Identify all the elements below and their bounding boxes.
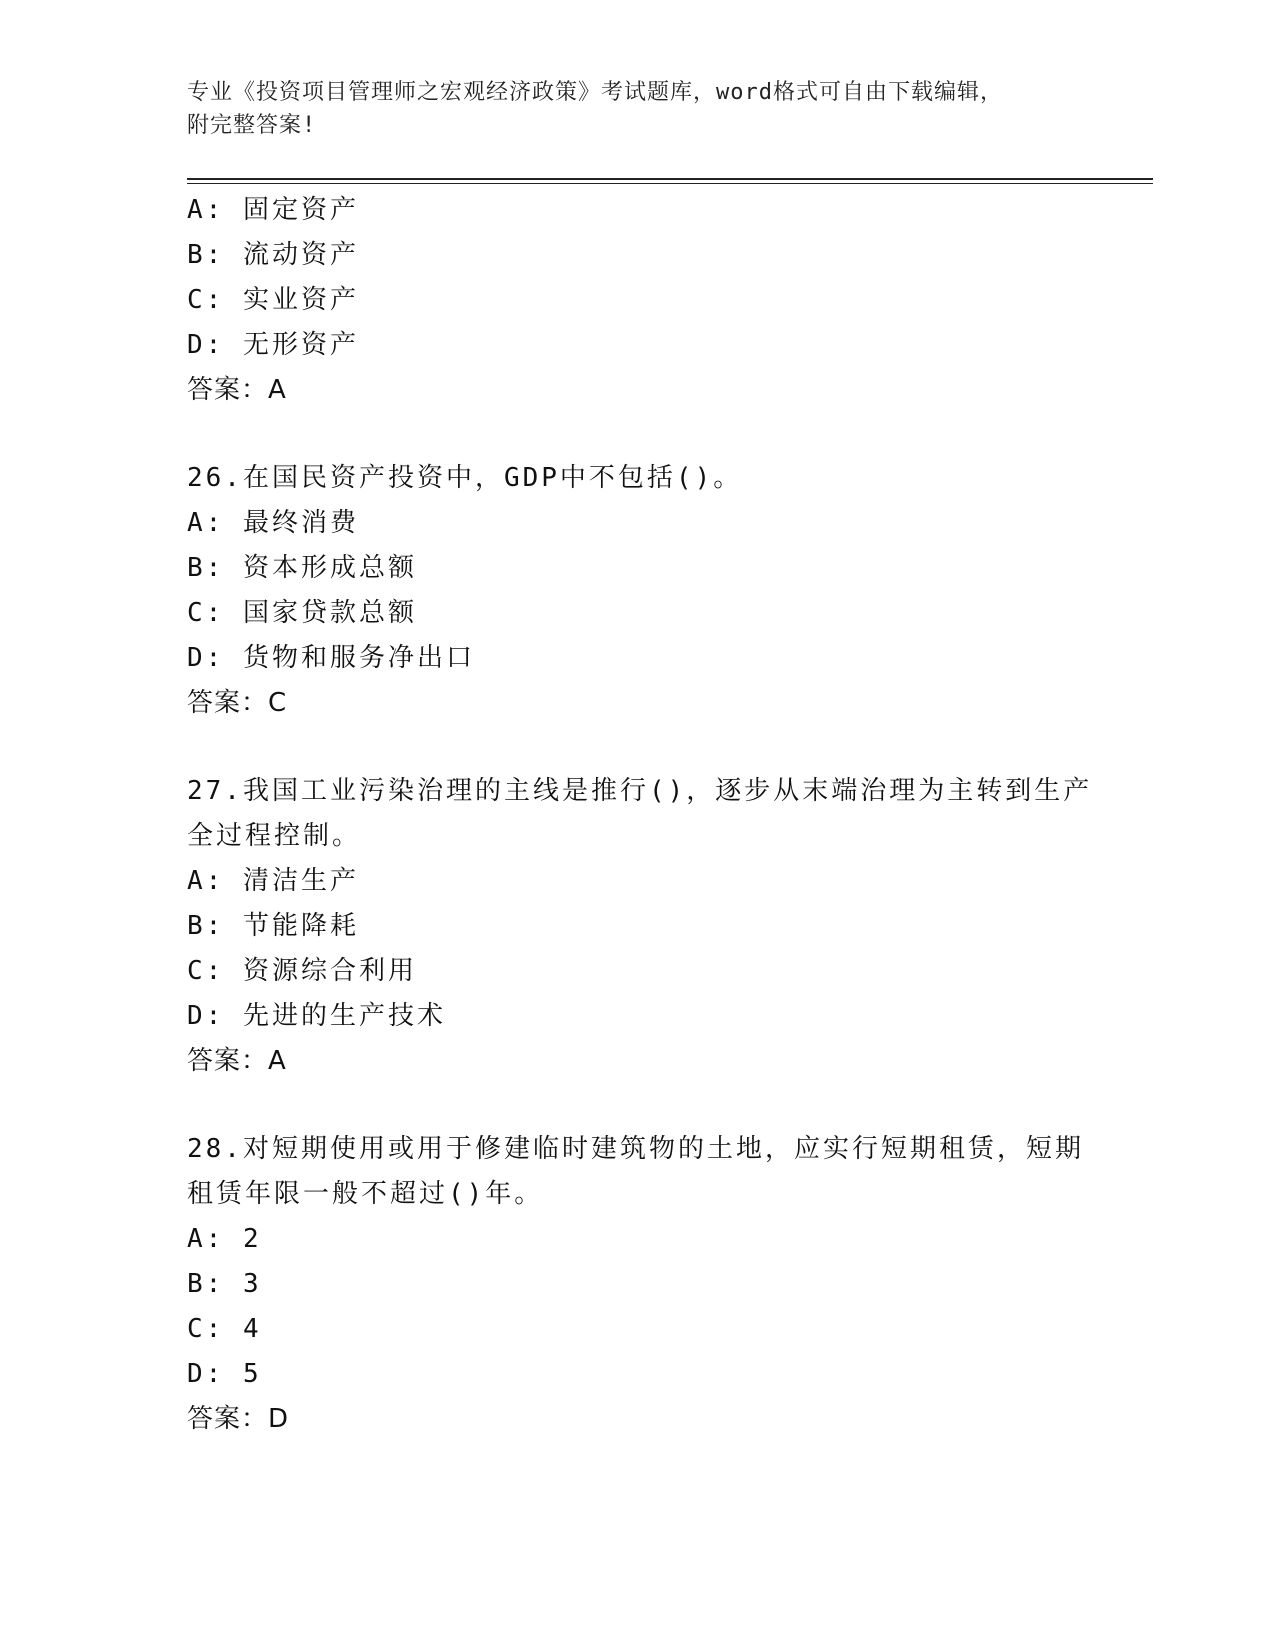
header-divider-thin [187, 183, 1153, 184]
q25-option-c: C: 实业资产 [187, 285, 359, 315]
q26-answer: 答案：C [187, 688, 288, 718]
q25-answer: 答案：A [187, 375, 287, 405]
q28-answer: 答案：D [187, 1404, 290, 1434]
q27-stem-line-2: 全过程控制。 [187, 821, 362, 851]
q26-option-d: D: 货物和服务净出口 [187, 643, 475, 673]
q25-option-b: B: 流动资产 [187, 240, 359, 270]
document-header [187, 76, 1067, 142]
q27-option-c: C: 资源综合利用 [187, 956, 417, 986]
q28-option-a: A: 2 [187, 1224, 262, 1254]
header-line-2: 附完整答案! [187, 113, 317, 138]
q27-option-d: D: 先进的生产技术 [187, 1001, 446, 1031]
header-divider-thick [187, 178, 1153, 180]
q28-stem-line-2: 租赁年限一般不超过()年。 [187, 1179, 544, 1209]
q25-option-a: A: 固定资产 [187, 195, 359, 225]
q26-option-b: B: 资本形成总额 [187, 553, 417, 583]
q27-option-a: A: 清洁生产 [187, 866, 359, 896]
q26-stem: 26.在国民资产投资中，GDP中不包括()。 [187, 463, 743, 493]
q27-answer: 答案：A [187, 1046, 287, 1076]
q25-option-d: D: 无形资产 [187, 330, 359, 360]
q26-option-c: C: 国家贷款总额 [187, 598, 417, 628]
q28-option-b: B: 3 [187, 1269, 262, 1299]
q28-option-c: C: 4 [187, 1314, 262, 1344]
q27-option-b: B: 节能降耗 [187, 911, 359, 941]
header-line-1: 专业《投资项目管理师之宏观经济政策》考试题库，word格式可自由下载编辑， [187, 80, 1003, 105]
q26-option-a: A: 最终消费 [187, 508, 359, 538]
q28-stem-line-1: 28.对短期使用或用于修建临时建筑物的土地，应实行短期租赁，短期 [187, 1134, 1084, 1164]
q27-stem-line-1: 27.我国工业污染治理的主线是推行()，逐步从末端治理为主转到生产 [187, 776, 1093, 806]
q28-option-d: D: 5 [187, 1359, 262, 1389]
